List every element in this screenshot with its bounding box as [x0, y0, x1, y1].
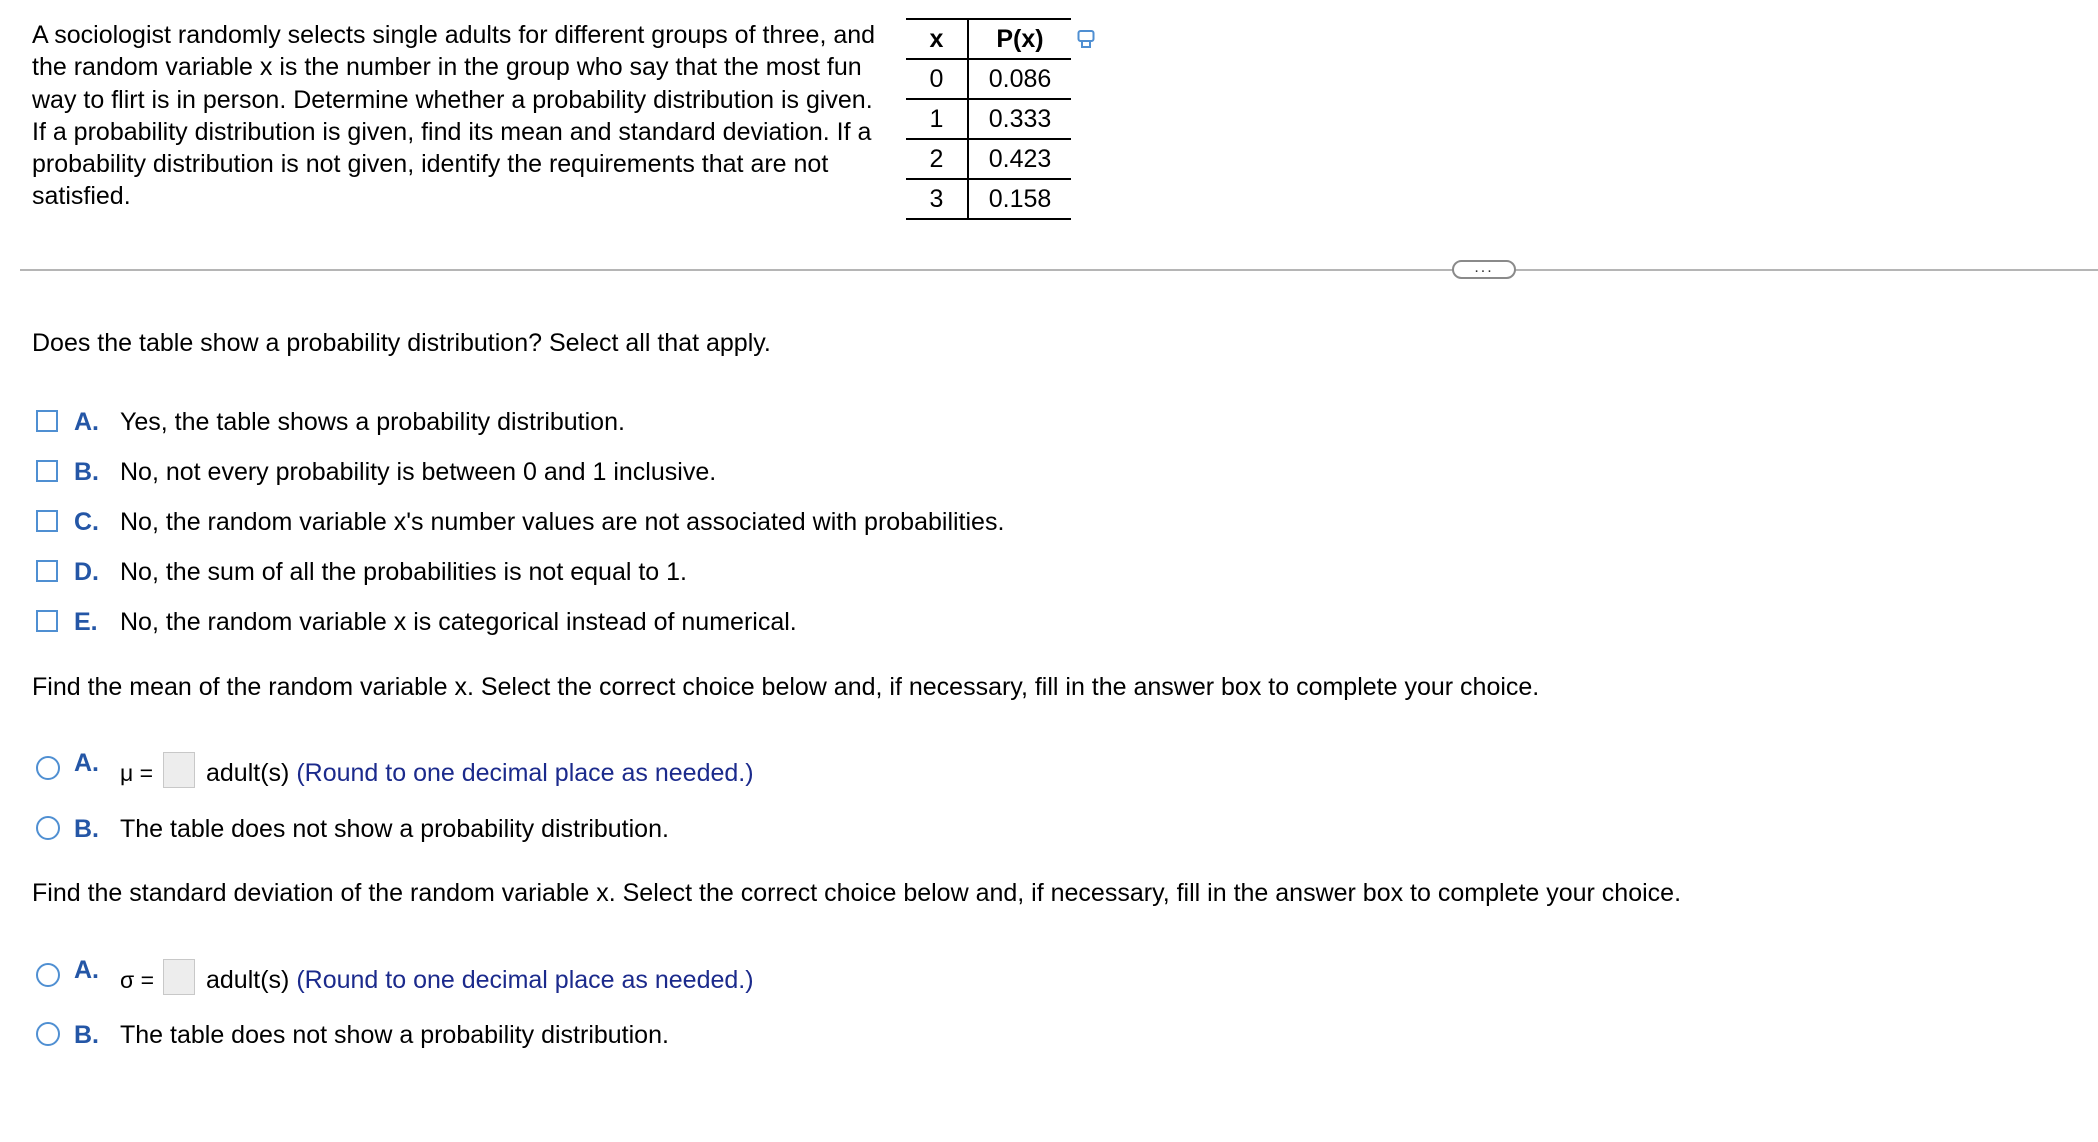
part1-prompt: Does the table show a probability distribution? Select all that apply. — [32, 329, 771, 357]
rounding-hint: (Round to one decimal place as needed.) — [296, 759, 754, 787]
copy-table-icon[interactable] — [1077, 29, 1097, 49]
checkbox-d[interactable] — [36, 560, 58, 582]
mean-answer-input[interactable] — [163, 752, 195, 788]
table-header-row — [906, 19, 1071, 59]
table-header-x: x — [906, 19, 968, 59]
option-letter: B. — [74, 815, 99, 843]
radio-a[interactable] — [36, 756, 60, 780]
option-text: No, the sum of all the probabilities is not equal to 1. — [120, 558, 687, 586]
option-letter: B. — [74, 1021, 99, 1049]
sd-answer-input[interactable] — [163, 959, 195, 995]
option-letter: E. — [74, 608, 98, 636]
option-letter: A. — [74, 408, 99, 436]
checkbox-e[interactable] — [36, 610, 58, 632]
question-text: A sociologist randomly selects single adults for different groups of three, and the random variable x is the number in the group who say that the most fun way to flirt is in person. Determine whether a probability distribution is given. If a probability distribution is given, find its mean and standard deviation. If a probability distribution is not given, identify the requirements that are not satisfied. — [32, 21, 876, 211]
option-text: Yes, the table shows a probability distribution. — [120, 408, 625, 436]
part2-option-a[interactable] — [34, 749, 934, 787]
unit-label: adult(s) — [206, 759, 290, 787]
table-cell-px: 0.158 — [968, 179, 1071, 219]
table-row — [906, 99, 1071, 139]
table-cell-x: 1 — [906, 99, 968, 139]
rounding-hint: (Round to one decimal place as needed.) — [296, 966, 754, 994]
option-text: No, not every probability is between 0 and 1 inclusive. — [120, 458, 717, 486]
option-letter: A. — [74, 749, 99, 777]
option-text: The table does not show a probability distribution. — [120, 1021, 669, 1049]
part2-prompt: Find the mean of the random variable x. Select the correct choice below and, if necessary, fill in the answer box to complete your choice. — [32, 673, 1540, 701]
option-letter: A. — [74, 956, 99, 984]
option-letter: C. — [74, 508, 99, 536]
sd-symbol: σ = — [120, 967, 155, 993]
radio-b[interactable] — [36, 1022, 60, 1046]
option-unit-text — [206, 756, 754, 790]
option-text: No, the random variable x's number values are not associated with probabilities. — [120, 508, 1005, 536]
checkbox-c[interactable] — [36, 510, 58, 532]
option-letter: B. — [74, 458, 99, 486]
mean-symbol: μ = — [120, 760, 154, 786]
radio-b[interactable] — [36, 816, 60, 840]
unit-label: adult(s) — [206, 966, 290, 994]
table-cell-x: 3 — [906, 179, 968, 219]
option-letter: D. — [74, 558, 99, 586]
table-cell-px: 0.333 — [968, 99, 1071, 139]
more-options-button[interactable]: ... — [1452, 260, 1516, 279]
part3-option-a[interactable] — [34, 956, 934, 994]
checkbox-b[interactable] — [36, 460, 58, 482]
option-text: No, the random variable x is categorical instead of numerical. — [120, 608, 797, 636]
part3-prompt: Find the standard deviation of the random variable x. Select the correct choice below and, if necessary, fill in the answer box to complete your choice. — [32, 879, 1682, 907]
radio-a[interactable] — [36, 963, 60, 987]
checkbox-a[interactable] — [36, 410, 58, 432]
table-cell-px: 0.086 — [968, 59, 1071, 99]
table-row — [906, 59, 1071, 99]
table-cell-px: 0.423 — [968, 139, 1071, 179]
section-divider — [20, 269, 2098, 271]
table-row — [906, 139, 1071, 179]
table-header-px: P(x) — [968, 19, 1071, 59]
option-unit-text — [206, 963, 754, 997]
option-text: The table does not show a probability distribution. — [120, 815, 669, 843]
table-row — [906, 179, 1071, 219]
table-cell-x: 0 — [906, 59, 968, 99]
table-cell-x: 2 — [906, 139, 968, 179]
probability-table — [906, 18, 1071, 220]
